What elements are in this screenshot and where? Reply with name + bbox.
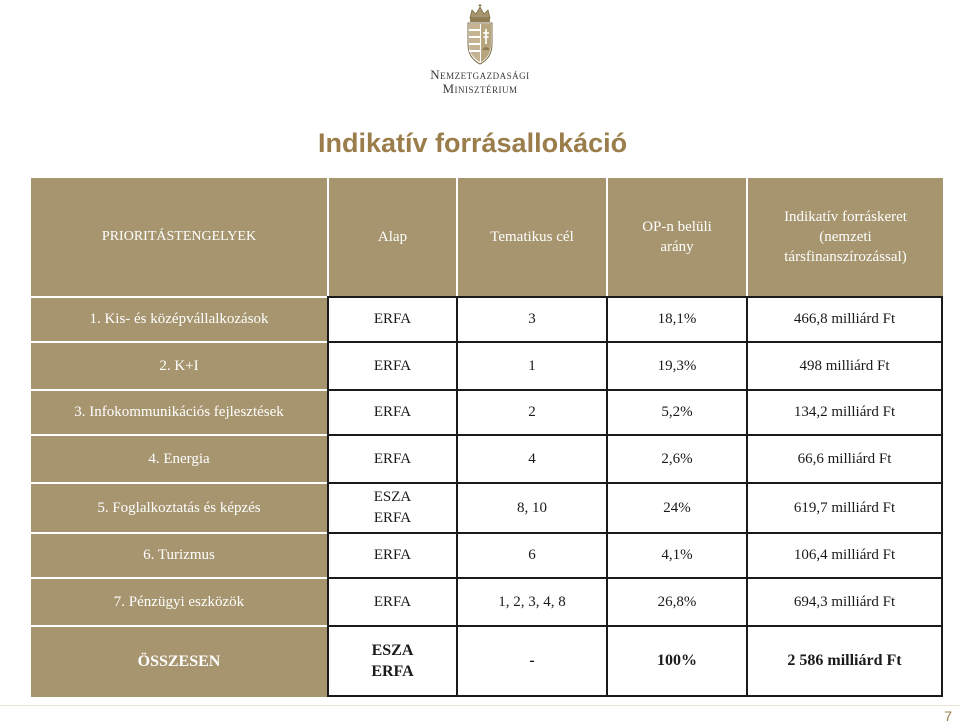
- allocation-table: [31, 178, 943, 697]
- total-fund-line-2: ERFA: [371, 663, 414, 680]
- logo-line-1: Nemzetgazdasági: [430, 67, 530, 82]
- thematic-cell: 6: [456, 532, 606, 577]
- table-row: [31, 577, 943, 625]
- thematic-cell: 8, 10: [456, 482, 606, 532]
- total-label: ÖSSZESEN: [31, 625, 327, 697]
- total-share-cell: 100%: [606, 625, 746, 697]
- table-row: [31, 532, 943, 577]
- header-share: [606, 178, 746, 296]
- thematic-cell: 1: [456, 341, 606, 389]
- header-thematic: Tematikus cél: [456, 178, 606, 296]
- share-cell: 19,3%: [606, 341, 746, 389]
- priority-cell: 3. Infokommunikációs fejlesztések: [31, 389, 327, 434]
- budget-cell: 498 milliárd Ft: [746, 341, 943, 389]
- thematic-cell: 2: [456, 389, 606, 434]
- thematic-cell: 4: [456, 434, 606, 482]
- header-budget: [746, 178, 943, 296]
- priority-cell: 6. Turizmus: [31, 532, 327, 577]
- total-fund-cell: [327, 625, 456, 697]
- page-title: Indikatív forrásallokáció: [318, 128, 628, 158]
- total-thematic-cell: -: [456, 625, 606, 697]
- fund-cell: ERFA: [327, 577, 456, 625]
- fund-cell: ERFA: [327, 389, 456, 434]
- priority-cell: 7. Pénzügyi eszközök: [31, 577, 327, 625]
- budget-cell: 134,2 milliárd Ft: [746, 389, 943, 434]
- fund-cell: ERFA: [327, 296, 456, 341]
- budget-cell: 106,4 milliárd Ft: [746, 532, 943, 577]
- share-cell: 18,1%: [606, 296, 746, 341]
- fund-cell: ERFA: [327, 532, 456, 577]
- header-share-line-1: OP-n belüli: [642, 219, 712, 235]
- budget-cell: 66,6 milliárd Ft: [746, 434, 943, 482]
- share-cell: 2,6%: [606, 434, 746, 482]
- thematic-cell: 3: [456, 296, 606, 341]
- priority-cell: 2. K+I: [31, 341, 327, 389]
- header-share-line-2: arány: [660, 239, 694, 255]
- header-fund: Alap: [327, 178, 456, 296]
- table-row: [31, 296, 943, 341]
- header-budget-line-2: (nemzeti: [819, 229, 872, 245]
- table-row: [31, 341, 943, 389]
- header-budget-line-1: Indikatív forráskeret: [784, 209, 907, 225]
- page-number: 7: [944, 708, 952, 724]
- total-row: [31, 625, 943, 697]
- header-row: [31, 178, 943, 296]
- coat-of-arms-icon: [464, 4, 496, 66]
- logo-line-2: Minisztérium: [442, 81, 518, 96]
- budget-cell: 466,8 milliárd Ft: [746, 296, 943, 341]
- table-row: [31, 482, 943, 532]
- fund-line-1: ESZA: [373, 489, 412, 505]
- budget-cell: 619,7 milliárd Ft: [746, 482, 943, 532]
- table-row: [31, 434, 943, 482]
- priority-cell: 5. Foglalkoztatás és képzés: [31, 482, 327, 532]
- total-fund-line-1: ESZA: [371, 642, 414, 659]
- share-cell: 4,1%: [606, 532, 746, 577]
- table-row: [31, 389, 943, 434]
- priority-cell: 4. Energia: [31, 434, 327, 482]
- fund-line-2: ERFA: [373, 510, 412, 526]
- priority-cell: 1. Kis- és középvállalkozások: [31, 296, 327, 341]
- fund-cell: ERFA: [327, 341, 456, 389]
- header-priority: PRIORITÁSTENGELYEK: [31, 178, 327, 296]
- fund-cell: [327, 482, 456, 532]
- allocation-table-container: [31, 178, 943, 694]
- fund-cell: ERFA: [327, 434, 456, 482]
- share-cell: 26,8%: [606, 577, 746, 625]
- header-budget-line-3: társfinanszírozással): [784, 249, 907, 265]
- thematic-cell: 1, 2, 3, 4, 8: [456, 577, 606, 625]
- total-budget-cell: 2 586 milliárd Ft: [746, 625, 943, 697]
- share-cell: 5,2%: [606, 389, 746, 434]
- ministry-logo: [380, 4, 580, 96]
- budget-cell: 694,3 milliárd Ft: [746, 577, 943, 625]
- share-cell: 24%: [606, 482, 746, 532]
- footer-divider: [0, 705, 960, 706]
